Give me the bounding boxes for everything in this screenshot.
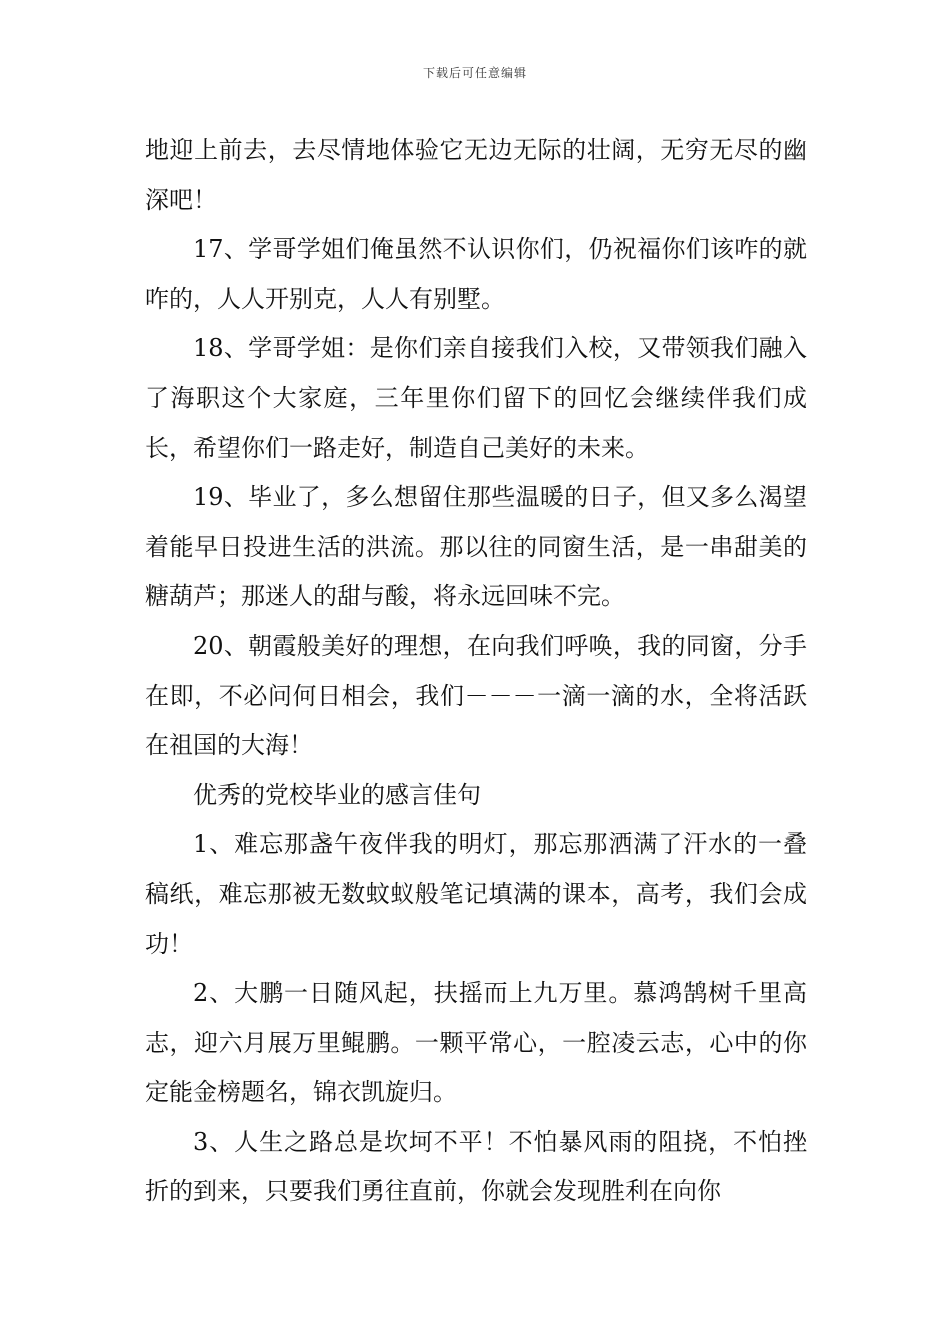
paragraph-item-3: 3、人生之路总是坎坷不平！不怕暴风雨的阻挠，不怕挫折的到来，只要我们勇往直前，你就会发现胜利在向你 <box>145 1127 807 1206</box>
paragraph-continuation: 地迎上前去，去尽情地体验它无边无际的壮阔，无穷无尽的幽深吧！ <box>145 136 807 214</box>
paragraph-item-1: 1、难忘那盏午夜伴我的明灯，那忘那洒满了汗水的一叠稿纸，难忘那被无数蚊蚁般笔记填满的课本，高考，我们会成功！ <box>145 830 807 958</box>
paragraph-item-18: 18、学哥学姐：是你们亲自接我们入校，又带领我们融入了海职这个大家庭，三年里你们留下的回忆会继续伴我们成长，希望你们一路走好，制造自己美好的未来。 <box>145 334 807 462</box>
paragraph-item-2: 2、大鹏一日随风起，扶摇而上九万里。慕鸿鹄树千里高志，迎六月展万里鲲鹏。一颗平常心，一腔凌云志，心中的你定能金榜题名，锦衣凯旋归。 <box>145 979 807 1107</box>
document-body <box>145 126 807 1217</box>
header-note: 下载后可任意编辑 <box>422 66 527 80</box>
section-heading: 优秀的党校毕业的感言佳句 <box>193 780 481 809</box>
paragraph-item-17: 17、学哥学姐们俺虽然不认识你们，仍祝福你们该咋的就咋的，人人开别克，人人有别墅。 <box>145 235 807 313</box>
paragraph-item-19: 19、毕业了，多么想留住那些温暖的日子，但又多么渴望着能早日投进生活的洪流。那以往的同窗生活，是一串甜美的糖葫芦；那迷人的甜与酸，将永远回味不完。 <box>145 483 807 611</box>
paragraph-item-20: 20、朝霞般美好的理想，在向我们呼唤，我的同窗，分手在即，不必问何日相会，我们－－－一滴一滴的水，全将活跃在祖国的大海！ <box>145 631 807 760</box>
